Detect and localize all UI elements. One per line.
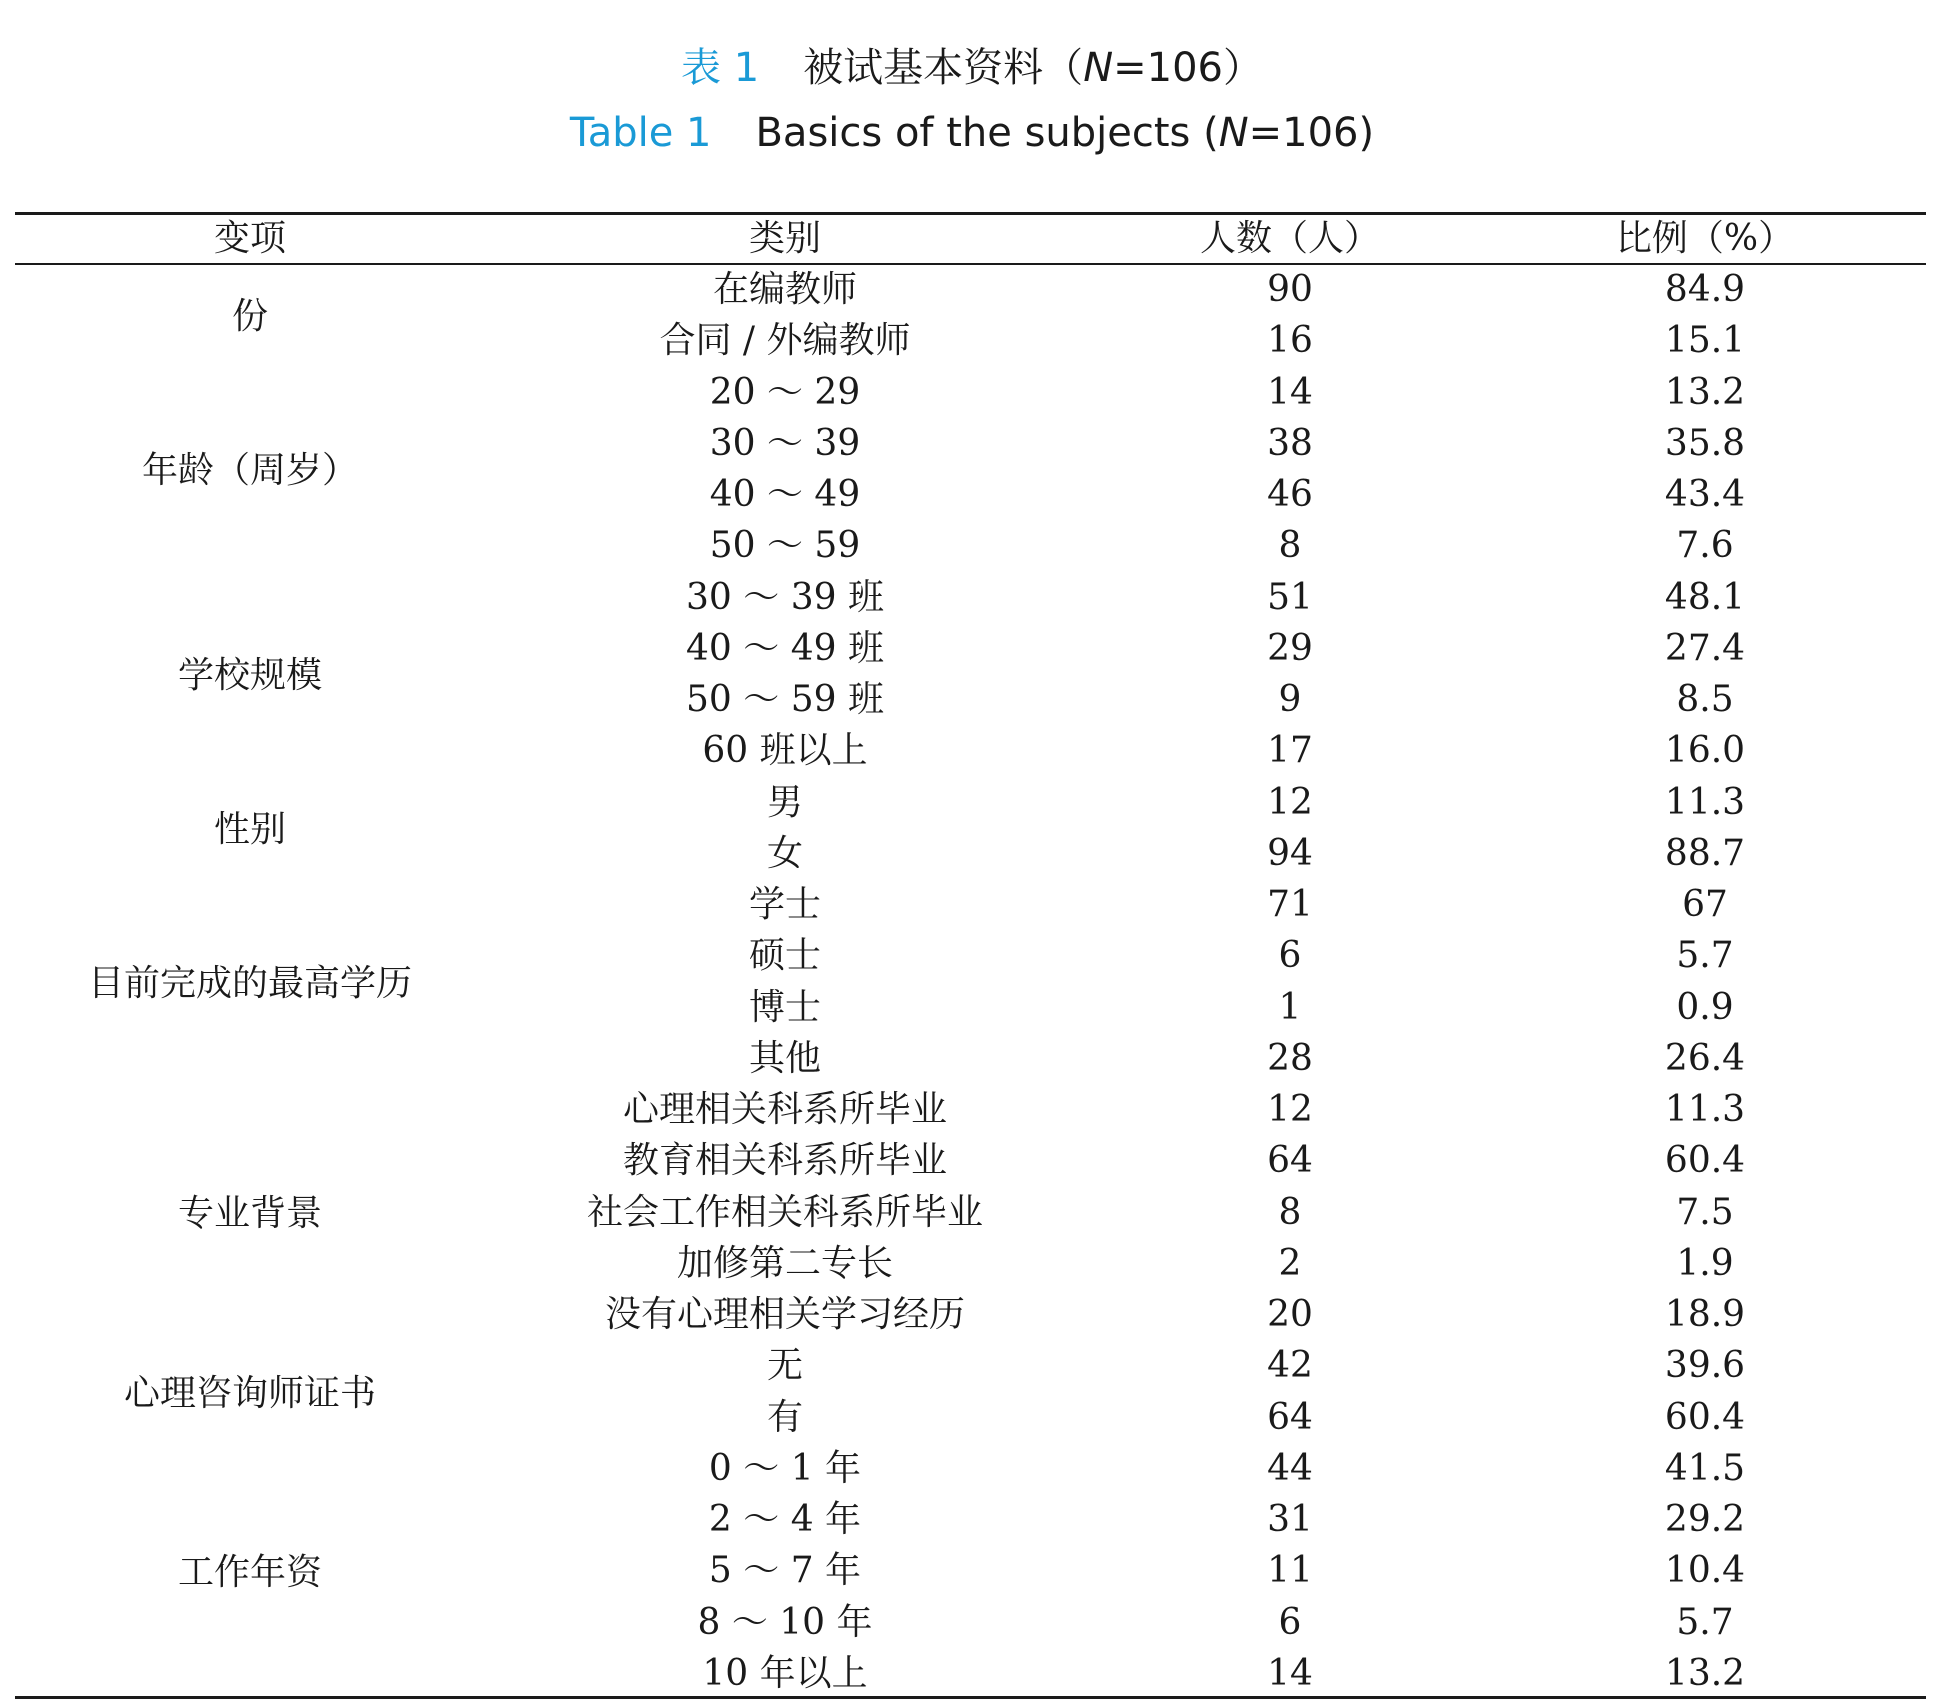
table-row [0,1396,1944,1447]
header-percent: 比例（%） [1615,218,1795,259]
table-top-rule [15,212,1926,215]
cell-percent: 48.1 [1664,576,1746,618]
cell-category: 加修第二专长 [676,1242,893,1284]
table-row [0,473,1944,524]
table-body [0,268,1944,1693]
cell-category: 20 ～ 29 [709,371,861,413]
cell-percent: 11.3 [1664,1089,1746,1130]
group-label: 学校规模 [177,655,322,696]
cell-count: 64 [1267,1396,1313,1438]
table-bottom-rule [15,1696,1926,1699]
cell-category: 30 ～ 39 [709,422,861,464]
group-label: 目前完成的最高学历 [87,962,412,1004]
cell-category: 有 [766,1396,803,1438]
table-row [0,627,1944,678]
group-label: 心理咨询师证书 [123,1372,376,1414]
cell-category: 40 ～ 49 [709,474,861,515]
cell-count: 71 [1267,884,1313,925]
cell-category: 心理相关科系所毕业 [622,1089,947,1130]
cell-percent: 35.8 [1664,422,1746,464]
table-row [0,883,1944,934]
table-number-en: Table 1 [569,110,712,156]
table-row [0,524,1944,575]
header-count: 人数（人） [1199,218,1380,259]
cell-percent: 18.9 [1664,1294,1746,1335]
cell-count: 9 [1278,679,1302,720]
header-category: 类别 [748,218,821,259]
cell-percent: 43.4 [1664,474,1746,515]
cell-count: 90 [1267,269,1313,310]
cell-percent: 60.4 [1664,1140,1746,1182]
cell-category: 50 ～ 59 [709,525,861,567]
table-group [0,268,1944,371]
table-row [0,1037,1944,1088]
table-caption-cn [0,36,1944,93]
cell-category: 没有心理相关学习经历 [604,1294,965,1335]
cell-percent: 10.4 [1664,1550,1746,1592]
cell-count: 51 [1267,576,1313,618]
table-group [0,1088,1944,1344]
cell-category: 合同 / 外编教师 [659,320,911,362]
table-row [0,422,1944,473]
table-row [0,986,1944,1037]
cell-category: 50 ～ 59 班 [686,679,884,720]
header-variable: 变项 [213,218,286,259]
table-row [0,832,1944,883]
table-row [0,319,1944,370]
cell-percent: 5.7 [1676,935,1734,977]
cell-percent: 27.4 [1664,627,1746,669]
cell-count: 20 [1267,1294,1313,1335]
cell-category: 女 [766,832,803,874]
cell-category: 10 年以上 [702,1652,868,1694]
table-row [0,729,1944,780]
table-number-cn: 表 1 [681,45,760,91]
table-group [0,1447,1944,1703]
cell-count: 6 [1278,935,1302,977]
cell-category: 0 ～ 1 年 [708,1447,862,1489]
cell-count: 46 [1267,474,1313,515]
cell-percent: 39.6 [1664,1345,1746,1387]
table-header-row [0,216,1944,262]
cell-category: 社会工作相关科系所毕业 [586,1191,983,1233]
cell-count: 12 [1267,781,1313,823]
cell-count: 44 [1267,1447,1313,1489]
cell-percent: 5.7 [1676,1601,1734,1643]
cell-count: 29 [1267,627,1313,669]
cell-count: 2 [1278,1242,1302,1284]
cell-category: 5 ～ 7 年 [708,1550,862,1592]
table-caption-en [0,110,1944,156]
table-row [0,1191,1944,1242]
cell-percent: 13.2 [1664,371,1746,413]
cell-count: 17 [1267,730,1313,772]
group-label: 年龄（周岁） [141,450,358,491]
table-row [0,1498,1944,1549]
cell-count: 12 [1267,1089,1313,1130]
cell-percent: 88.7 [1664,832,1746,874]
table-group [0,576,1944,781]
cell-percent: 7.6 [1676,525,1734,567]
cell-category: 硕士 [748,935,821,977]
group-label: 性别 [213,808,286,850]
cell-count: 11 [1267,1550,1313,1592]
table-row [0,268,1944,319]
cell-count: 6 [1278,1601,1302,1643]
cell-category: 其他 [748,1037,821,1079]
table-row [0,1139,1944,1190]
cell-count: 8 [1278,525,1302,567]
cell-count: 31 [1267,1499,1313,1540]
group-label: 专业背景 [177,1193,322,1235]
table-row [0,781,1944,832]
table-group [0,781,1944,884]
cell-count: 14 [1267,1652,1313,1694]
cell-percent: 16.0 [1664,730,1746,772]
table-row [0,1344,1944,1395]
table-title-cn: 被试基本资料（N=106） [803,45,1263,91]
cell-percent: 67 [1682,884,1728,925]
cell-percent: 29.2 [1664,1499,1746,1540]
table-row [0,1549,1944,1600]
cell-percent: 41.5 [1664,1447,1746,1489]
group-label: 份 [231,296,268,338]
table-row [0,576,1944,627]
cell-category: 30 ～ 39 班 [686,576,884,618]
cell-count: 28 [1267,1037,1313,1079]
cell-percent: 15.1 [1664,320,1746,362]
cell-category: 无 [766,1345,803,1387]
table-group [0,883,1944,1088]
table-row [0,934,1944,985]
cell-count: 38 [1267,422,1313,464]
table-row [0,1293,1944,1344]
cell-percent: 11.3 [1664,781,1746,823]
cell-count: 94 [1267,832,1313,874]
cell-category: 学士 [748,884,821,925]
table-row [0,678,1944,729]
table-group [0,371,1944,576]
cell-count: 1 [1278,986,1302,1028]
cell-category: 在编教师 [712,269,857,310]
cell-percent: 26.4 [1664,1037,1746,1079]
cell-category: 教育相关科系所毕业 [622,1140,947,1182]
cell-category: 60 班以上 [702,730,868,772]
cell-category: 2 ～ 4 年 [708,1499,862,1540]
cell-percent: 1.9 [1676,1242,1734,1284]
cell-category: 男 [766,781,803,823]
table-row [0,1242,1944,1293]
table-row [0,1088,1944,1139]
table-title-en: Basics of the subjects (N=106) [755,110,1375,156]
cell-percent: 8.5 [1676,679,1734,720]
cell-count: 14 [1267,371,1313,413]
cell-category: 8 ～ 10 年 [697,1601,873,1643]
cell-percent: 0.9 [1676,986,1734,1028]
cell-percent: 7.5 [1676,1191,1734,1233]
table-row [0,371,1944,422]
cell-category: 40 ～ 49 班 [686,627,884,669]
cell-count: 64 [1267,1140,1313,1182]
cell-percent: 60.4 [1664,1396,1746,1438]
table-header-rule [15,263,1926,265]
table-row [0,1447,1944,1498]
table-group [0,1344,1944,1447]
cell-count: 8 [1278,1191,1302,1233]
table-row [0,1601,1944,1652]
cell-count: 42 [1267,1345,1313,1387]
cell-category: 博士 [748,986,821,1028]
cell-percent: 13.2 [1664,1652,1746,1694]
group-label: 工作年资 [177,1551,322,1593]
cell-count: 16 [1267,320,1313,362]
cell-percent: 84.9 [1664,269,1746,310]
